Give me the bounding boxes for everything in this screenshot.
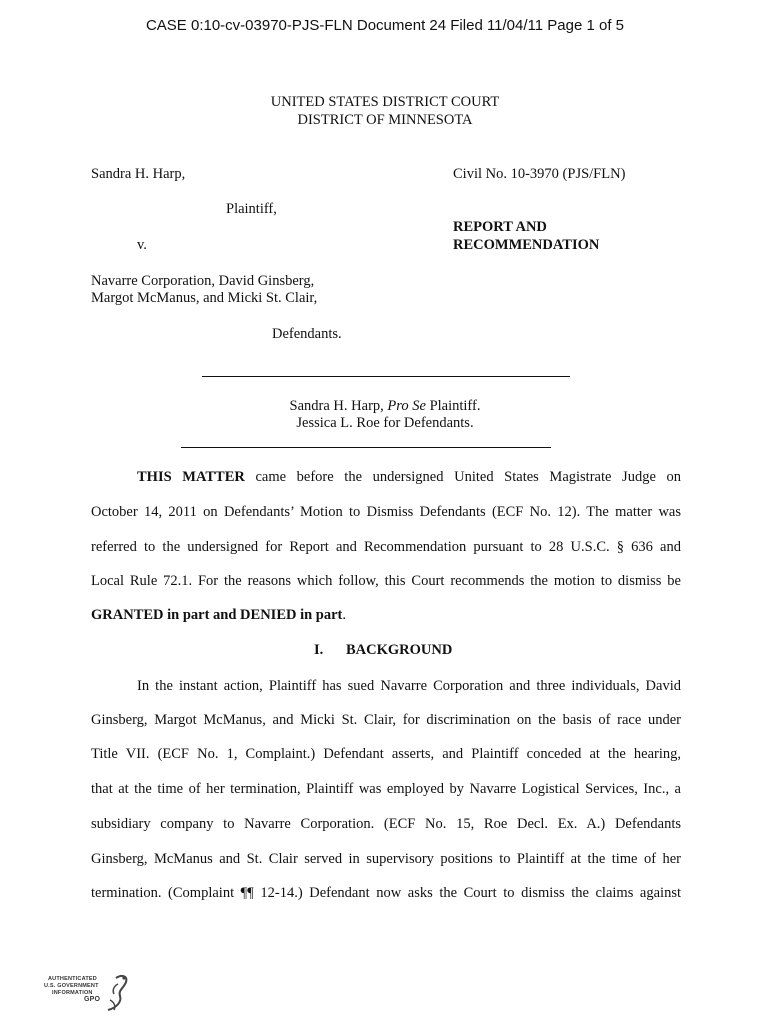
court-district: DISTRICT OF MINNESOTA xyxy=(297,112,473,128)
case-header: CASE 0:10-cv-03970-PJS-FLN Document 24 Filed 11/04/11 Page 1 of 5 xyxy=(145,17,625,34)
divider-top xyxy=(202,376,570,377)
background-line-6: Ginsberg, McManus and St. Clair served in supervisory positions to Plaintiff at the time of her xyxy=(91,851,681,867)
background-line-7: termination. (Complaint ¶¶ 12-14.) Defendant now asks the Court to dismiss the claims against xyxy=(91,885,681,901)
background-line-3: Title VII. (ECF No. 1, Complaint.) Defendant asserts, and Plaintiff conceded at the hearing, xyxy=(91,746,681,762)
section-title: BACKGROUND xyxy=(346,642,453,658)
appearance-plaintiff-name: Sandra H. Harp, xyxy=(289,398,384,414)
civil-number: Civil No. 10-3970 (PJS/FLN) xyxy=(453,166,626,182)
background-line-4: that at the time of her termination, Plaintiff was employed by Navarre Logistical Services, Inc., a xyxy=(91,781,681,797)
logo-line-4: GPO xyxy=(84,996,101,1003)
intro-line-4: Local Rule 72.1. For the reasons which follow, this Court recommends the motion to dismiss be xyxy=(91,573,681,589)
this-matter-bold: THIS MATTER xyxy=(137,469,245,485)
background-line-5: subsidiary company to Navarre Corporation. (ECF No. 15, Roe Decl. Ex. A.) Defendants xyxy=(91,816,681,832)
versus: v. xyxy=(137,237,147,253)
defendants-line1: Navarre Corporation, David Ginsberg, xyxy=(91,273,315,289)
intro-line-1-rest: came before the undersigned United States Magistrate Judge on xyxy=(244,469,681,485)
disposition-bold: GRANTED in part and DENIED in part xyxy=(91,607,343,623)
logo-line-2: U.S. GOVERNMENT xyxy=(44,983,99,989)
appearance-defendants: Jessica L. Roe for Defendants. xyxy=(296,415,474,431)
appearance-plaintiff-suffix: Plaintiff. xyxy=(425,398,481,414)
intro-line-3: referred to the undersigned for Report and Recommendation pursuant to 28 U.S.C. § 636 and xyxy=(91,539,681,555)
plaintiff-name: Sandra H. Harp, xyxy=(91,166,186,182)
logo-line-1: AUTHENTICATED xyxy=(48,976,97,982)
logo-line-3: INFORMATION xyxy=(52,990,93,996)
pro-se-label: Pro Se xyxy=(387,398,426,414)
gpo-authenticated-logo xyxy=(44,970,134,1014)
background-line-2: Ginsberg, Margot McManus, and Micki St. Clair, for discrimination on the basis of race under xyxy=(91,712,681,728)
section-number: I. xyxy=(314,642,324,658)
intro-line-5-end: . xyxy=(342,607,347,623)
intro-line-1 xyxy=(91,469,681,486)
defendants-role: Defendants. xyxy=(272,326,342,342)
divider-bottom xyxy=(181,447,551,448)
court-name: UNITED STATES DISTRICT COURT xyxy=(270,94,500,110)
intro-line-5 xyxy=(91,607,346,624)
document-title-line2: RECOMMENDATION xyxy=(453,237,600,253)
intro-line-2: October 14, 2011 on Defendants’ Motion to Dismiss Defendants (ECF No. 12). The matter was xyxy=(91,504,681,520)
document-title-line1: REPORT AND xyxy=(453,219,547,235)
defendants-line2: Margot McManus, and Micki St. Clair, xyxy=(91,290,318,306)
appearance-plaintiff xyxy=(0,398,770,415)
plaintiff-role: Plaintiff, xyxy=(226,201,277,217)
background-line-1: In the instant action, Plaintiff has sued Navarre Corporation and three individuals, David xyxy=(137,678,681,694)
